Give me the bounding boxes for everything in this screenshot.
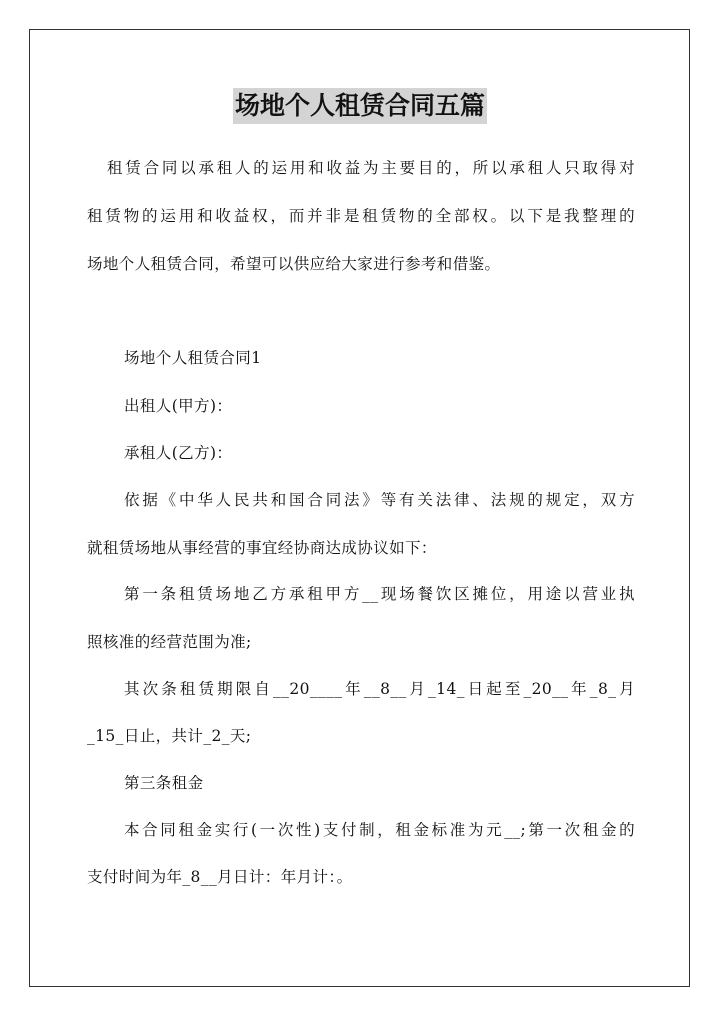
basis-line-1: 依据《中华人民共和国合同法》等有关法律、法规的规定，双方 xyxy=(124,491,635,509)
lessor-line: 出租人(甲方)： xyxy=(124,397,233,415)
basis-line-2: 就租赁场地从事经营的事宜经协商达成协议如下： xyxy=(87,539,437,557)
article2-line-2: _15_日止，共计_2_天; xyxy=(87,727,252,745)
article3-line-1: 本合同租金实行(一次性)支付制，租金标准为元__;第一次租金的 xyxy=(124,821,635,839)
article2-line-1: 其次条租赁期限自__20____年__8__月_14_日起至_20__年_8_月 xyxy=(124,680,635,698)
document-title: 场地个人租赁合同五篇 xyxy=(233,88,487,124)
article3-line-2: 支付时间为年_8__月日计：年月计：。 xyxy=(87,868,353,886)
article1-line-2: 照核准的经营范围为准; xyxy=(87,633,252,651)
intro-line-2: 租赁物的运用和收益权，而并非是租赁物的全部权。以下是我整理的 xyxy=(87,207,635,225)
title-container xyxy=(0,88,720,124)
article3-heading: 第三条租金 xyxy=(124,774,204,792)
intro-line-3: 场地个人租赁合同，希望可以供应给大家进行参考和借鉴。 xyxy=(87,255,501,273)
intro-line-1: 租赁合同以承租人的运用和收益为主要目的，所以承租人只取得对 xyxy=(107,159,635,177)
section-heading: 场地个人租赁合同1 xyxy=(124,349,262,367)
article1-line-1: 第一条租赁场地乙方承租甲方__现场餐饮区摊位，用途以营业执 xyxy=(124,585,635,603)
lessee-line: 承租人(乙方)： xyxy=(124,444,233,462)
